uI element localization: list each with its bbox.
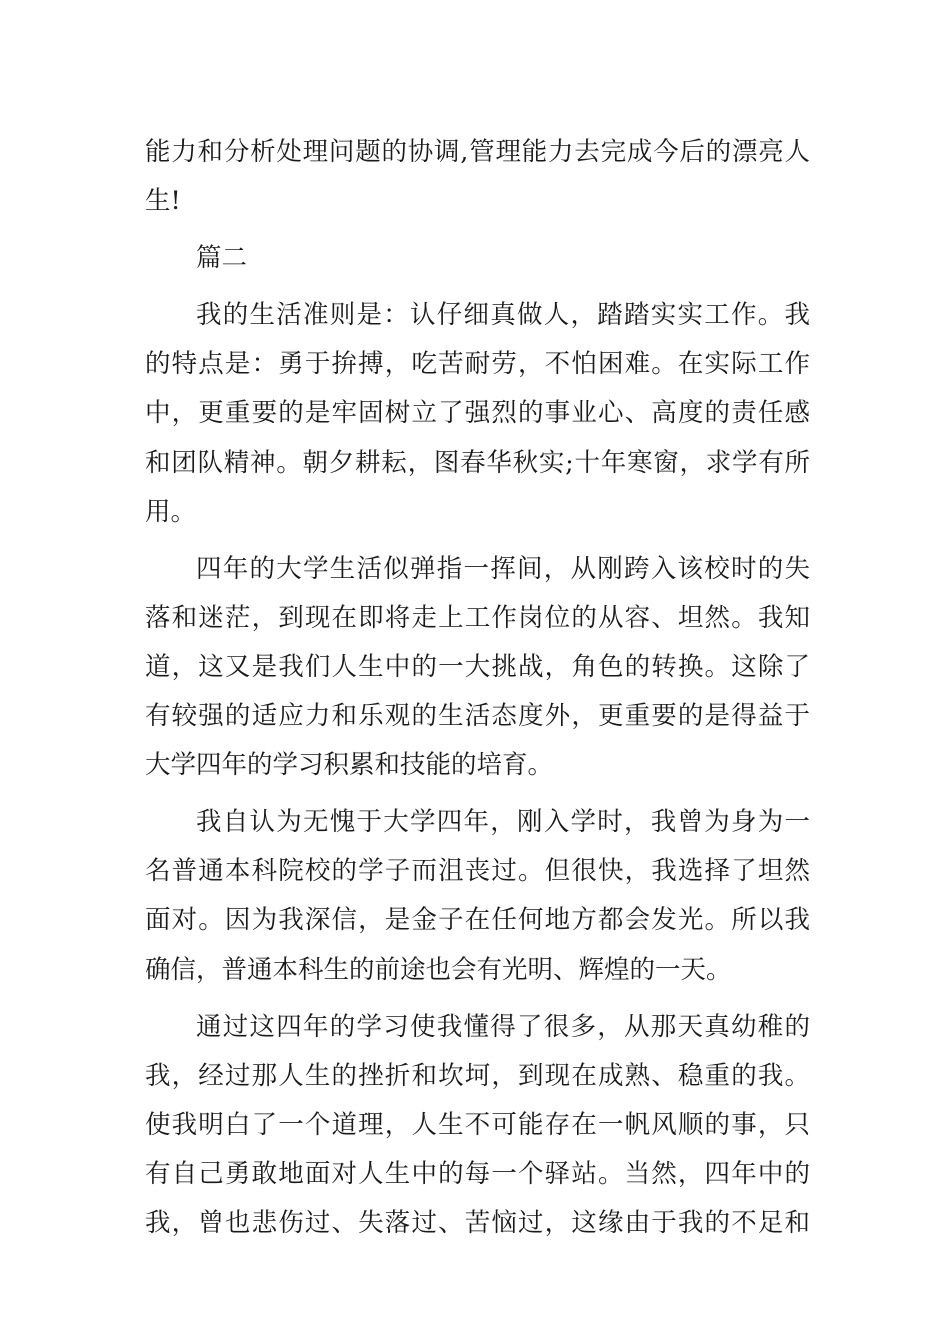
paragraph: [145, 291, 810, 536]
section-heading: [145, 234, 810, 283]
text-line: 面对。因为我深信，是金子在任何地方都会发光。所以我: [145, 905, 810, 936]
document-body: [145, 128, 810, 1248]
text-line: 用。: [145, 496, 197, 527]
text-line: 大学四年的学习积累和技能的培育。: [145, 750, 554, 781]
text-line: 能力和分析处理问题的协调,管理能力去完成今后的漂亮人: [145, 137, 810, 167]
paragraph: [145, 798, 810, 994]
text-line: 我，经过那人生的挫折和坎坷，到现在成熟、稳重的我。: [145, 1060, 810, 1091]
text-line: 通过这四年的学习使我懂得了很多，从那天真幼稚的: [196, 1011, 810, 1042]
paragraph: [145, 1003, 810, 1248]
text-line: 有较强的适应力和乐观的生活态度外，更重要的是得益于: [145, 701, 810, 732]
paragraph: [145, 545, 810, 790]
paragraph-continuation: [145, 128, 810, 226]
text-line: 四年的大学生活似弹指一挥间，从刚跨入该校时的失: [196, 553, 810, 584]
text-line: 名普通本科院校的学子而沮丧过。但很快，我选择了坦然: [145, 856, 810, 887]
text-line: 确信，普通本科生的前途也会有光明、辉煌的一天。: [145, 954, 732, 985]
heading-text: 篇二: [196, 243, 248, 274]
text-line: 生!: [145, 186, 181, 217]
text-line: 我自认为无愧于大学四年，刚入学时，我曾为身为一: [196, 807, 810, 838]
text-line: 道，这又是我们人生中的一大挑战，角色的转换。这除了: [145, 651, 810, 682]
text-line: 中，更重要的是牢固树立了强烈的事业心、高度的责任感: [145, 398, 810, 429]
text-line: 我的生活准则是：认仔细真做人，踏踏实实工作。我: [196, 300, 810, 331]
text-line: 有自己勇敢地面对人生中的每一个驿站。当然，四年中的: [145, 1158, 810, 1189]
text-line: 落和迷茫，到现在即将走上工作岗位的从容、坦然。我知: [145, 602, 810, 633]
text-line: 和团队精神。朝夕耕耘，图春华秋实;十年寒窗，求学有所: [145, 447, 810, 478]
text-line: 我，曾也悲伤过、失落过、苦恼过，这缘由于我的不足和: [145, 1207, 810, 1238]
text-line: 使我明白了一个道理，人生不可能存在一帆风顺的事，只: [145, 1109, 810, 1140]
text-line: 的特点是：勇于拚搏，吃苦耐劳，不怕困难。在实际工作: [145, 349, 810, 380]
